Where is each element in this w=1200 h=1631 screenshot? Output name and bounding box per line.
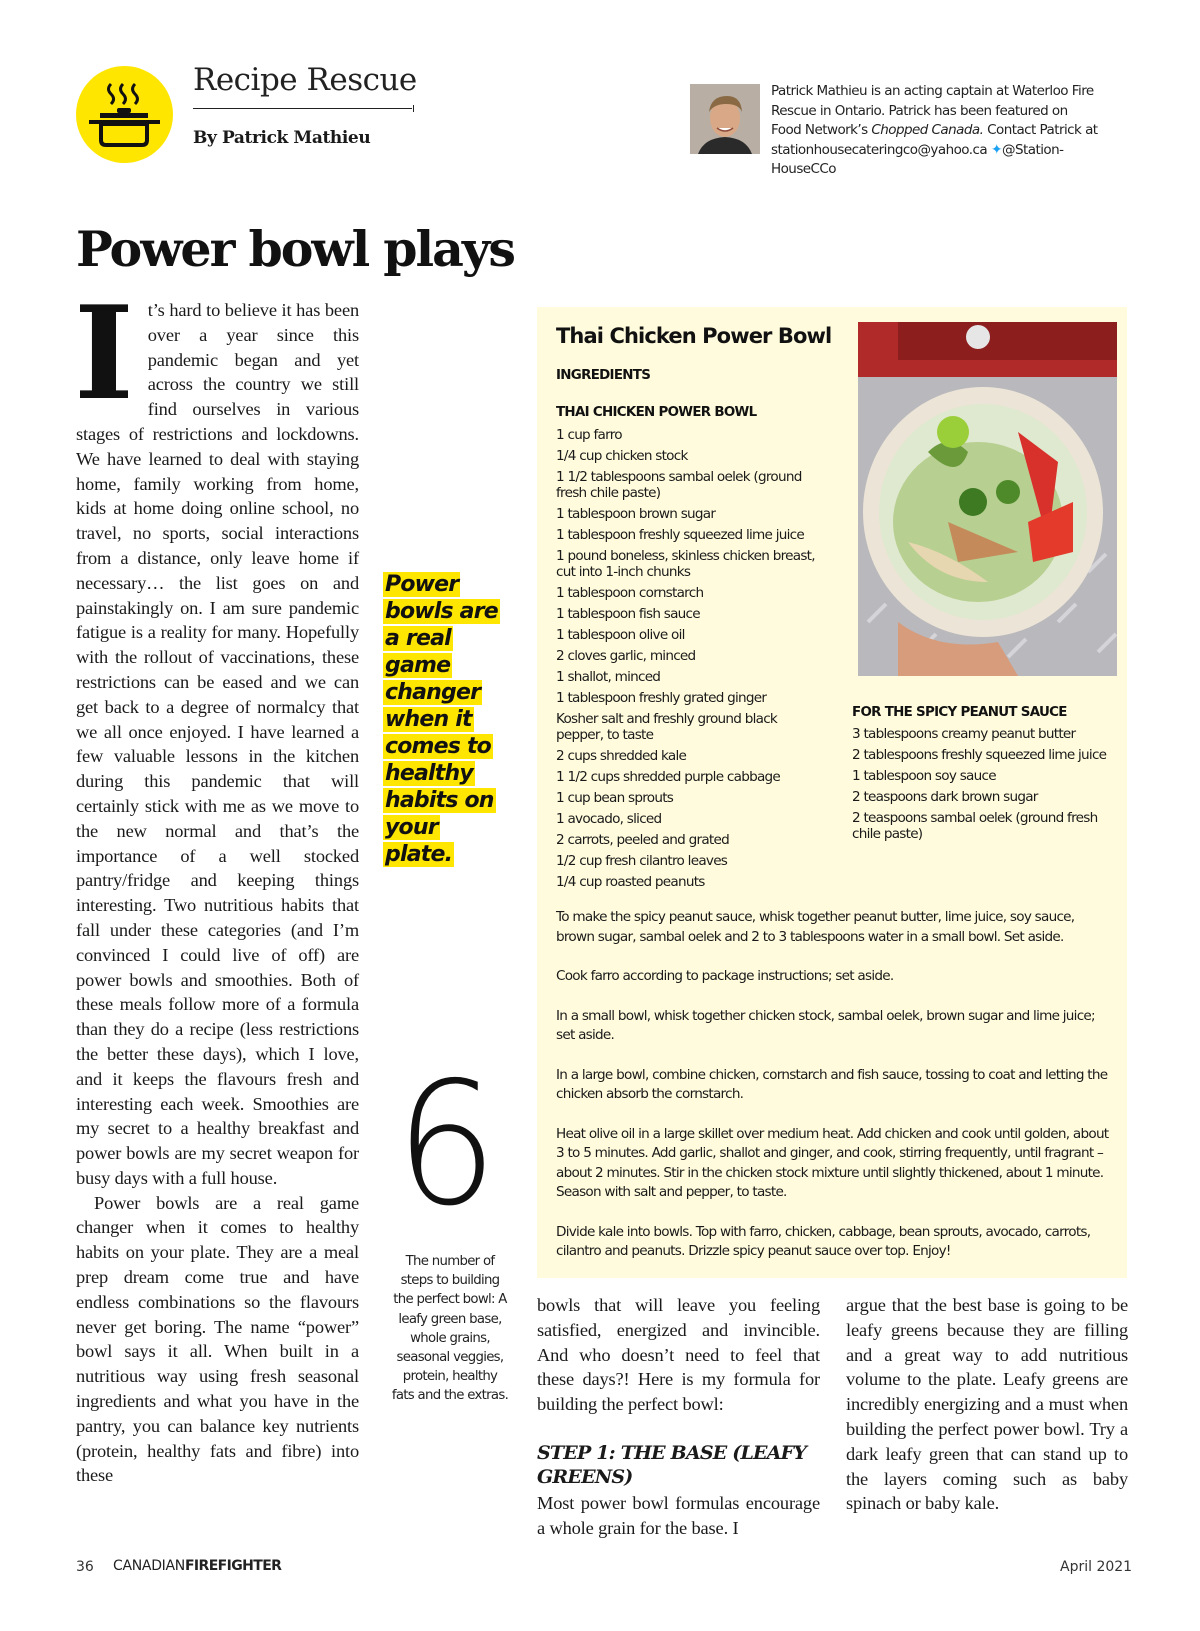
twitter-handle: @Station-HouseCCo: [771, 141, 1064, 177]
article-paragraph: Power bowls are a real game changer when it comes to healthy habits on your plate. They are a meal prep dream come true and have endless combinations so the flavours never get boring. The name “power” bowl says it all. When built in a nutritious way using fresh seasonal ingredients and what you have in the pantry, you can balance key nutrients (protein, healthy fats and fibre) into these: [76, 1192, 359, 1486]
drop-cap: I: [74, 279, 134, 429]
ingredient-item: 1 tablespoon freshly squeezed lime juice: [556, 527, 804, 543]
article-paragraph: argue that the best base is going to be leafy greens because they are filling and a great way to add nutritious volume to the plate. Leafy greens are incredibly energizing and a must when building the perfect power bowl. Try a dark leafy green that can stand up to the layers coming such as baby spinach or baby kale.: [846, 1295, 1128, 1514]
author-bio-text: Patrick Mathieu is an acting captain at Waterloo Fire Rescue in Ontario. Patrick has been featured on Food Network’s: [771, 83, 1094, 138]
author-photo: [690, 84, 760, 154]
ingredient-item: 1 cup bean sprouts: [556, 790, 674, 806]
column-name: Recipe Rescue: [193, 62, 417, 98]
ingredient-item: 1/2 cup fresh cilantro leaves: [556, 853, 728, 869]
ingredient-item: 1 1/2 cups shredded purple cabbage: [556, 769, 781, 785]
magazine-name-bold: FIREFIGHTER: [184, 1558, 282, 1574]
magazine-name: [113, 1558, 281, 1574]
steaming-pot-icon: [87, 80, 162, 150]
magazine-name-prefix: CANADIAN: [113, 1558, 185, 1574]
ingredient-item: 1/4 cup chicken stock: [556, 448, 688, 464]
stat-caption: The number of steps to building the perfect bowl: A leafy green base, whole grains, seasonal veggies, protein, healthy fats and the extras.: [391, 1254, 509, 1404]
article-column-3: [537, 1293, 820, 1541]
recipe-step: Divide kale into bowls. Top with farro, chicken, cabbage, bean sprouts, avocado, carrots, cilantro and peanuts. Drizzle spicy peanut sauce over top. Enjoy!: [556, 1223, 1091, 1259]
ingredient-item: 1 pound boneless, skinless chicken breast, cut into 1-inch chunks: [556, 548, 815, 580]
ingredient-item: 2 carrots, peeled and grated: [556, 832, 729, 848]
ingredient-item: 1 tablespoon freshly grated ginger: [556, 690, 767, 706]
pull-quote-text: Power bowls are a real game changer when it comes to healthy habits on your plate.: [385, 572, 498, 867]
recipe-steps: [556, 908, 1112, 1282]
column-icon-badge: [76, 66, 173, 163]
ingredient-item: 1 shallot, minced: [556, 669, 661, 685]
article-paragraph: t’s hard to believe it has been over a year since this pandemic began and yet across the country we still find ourselves in various stages of restrictions and lockdowns. We have learned to deal with staying home, family working from home, kids at home doing online school, no travel, no sports, social interactions from a distance, only leave home if necessary… the list goes on and painstakingly on. I am sure pandemic fatigue is a reality for many. Hopefully with the rollout of vaccinations, these restrictions can be eased and we can get back to a degree of normalcy that we all once enjoyed. I have learned a few valuable lessons in the kitchen during this pandemic that will certainly stick with me as we move to the new normal and that’s the importance of a well stocked pantry/fridge and keeping things interesting. Two nutritious habits that fall under these categories (and I’m convinced I could live of off) are power bowls and smoothies. Both of these meals follow more of a formula than they do a recipe (less restrictions the better these days), which I love, and it keeps the flavours fresh and interesting each week. Smoothies are my secret to a healthy breakfast and power bowls are my secret weapon for busy days with a full house.: [76, 300, 359, 1188]
recipe-title: Thai Chicken Power Bowl: [556, 324, 832, 348]
ingredient-item: 1 tablespoon olive oil: [556, 627, 685, 643]
bowl-ingredient-list: [556, 427, 816, 895]
sauce-ingredient-item: 1 tablespoon soy sauce: [852, 768, 996, 784]
ingredient-item: 1 tablespoon cornstarch: [556, 585, 704, 601]
sauce-label: FOR THE SPICY PEANUT SAUCE: [852, 705, 1067, 720]
sauce-ingredient-item: 3 tablespoons creamy peanut butter: [852, 726, 1076, 742]
headline: Power bowl plays: [76, 220, 514, 278]
pull-quote: [383, 571, 513, 868]
recipe-step: Heat olive oil in a large skillet over medium heat. Add chicken and cook until golden, about 3 to 5 minutes. Add garlic, shallot and ginger, and cook, stirring frequently, until fragrant – about 2 minutes. Stir in the chicken stock mixture until slightly thickened, about 1 minute. Season with salt and pepper, to taste.: [556, 1125, 1109, 1200]
sauce-ingredient-item: 2 tablespoons freshly squeezed lime juice: [852, 747, 1107, 763]
recipe-step: Cook farro according to package instructions; set aside.: [556, 968, 894, 984]
ingredient-item: 2 cloves garlic, minced: [556, 648, 696, 664]
step-1-heading: STEP 1: THE BASE (LEAFY GREENS): [537, 1441, 807, 1488]
ingredients-label: INGREDIENTS: [556, 368, 651, 383]
ingredient-item: 1 cup farro: [556, 427, 622, 443]
stat-number: 6: [395, 1046, 498, 1244]
author-bio-show: Chopped Canada.: [871, 122, 984, 138]
header-rule: [193, 108, 412, 109]
twitter-bird-icon: ✦: [990, 141, 1003, 158]
ingredient-item: 2 cups shredded kale: [556, 748, 687, 764]
byline: By Patrick Mathieu: [193, 128, 371, 148]
recipe-step: In a large bowl, combine chicken, cornstarch and fish sauce, tossing to coat and letting the chicken absorb the cornstarch.: [556, 1066, 1108, 1102]
ingredient-item: 1 avocado, sliced: [556, 811, 662, 827]
page-number: 36: [76, 1559, 94, 1575]
recipe-step: In a small bowl, whisk together chicken stock, sambal oelek, brown sugar and lime juice; set aside.: [556, 1007, 1095, 1043]
author-bio-contact: Contact Patrick at stationhousecateringco@yahoo.ca: [771, 122, 1098, 158]
bowl-ingredients-label: THAI CHICKEN POWER BOWL: [556, 405, 757, 420]
power-bowl-photo: [858, 322, 1117, 676]
article-paragraph: Most power bowl formulas encourage a whole grain for the base. I: [537, 1492, 820, 1538]
article-paragraph: bowls that will leave you feeling satisfied, energized and invincible. And who doesn’t need to feel that these days?! Here is my formula for building the perfect bowl:: [537, 1295, 820, 1415]
ingredient-item: Kosher salt and freshly ground black pepper, to taste: [556, 711, 778, 743]
issue-date: April 2021: [1060, 1559, 1133, 1575]
ingredient-item: 1 tablespoon brown sugar: [556, 506, 716, 522]
ingredient-item: 1 tablespoon fish sauce: [556, 606, 700, 622]
sauce-ingredient-list: [852, 726, 1122, 847]
ingredient-item: 1/4 cup roasted peanuts: [556, 874, 705, 890]
sauce-ingredient-item: 2 teaspoons sambal oelek (ground fresh chile paste): [852, 810, 1098, 842]
author-bio: [771, 82, 1101, 180]
recipe-step: To make the spicy peanut sauce, whisk together peanut butter, lime juice, soy sauce, brown sugar, sambal oelek and 2 to 3 tablespoons water in a small bowl. Set aside.: [556, 909, 1075, 945]
ingredient-item: 1 1/2 tablespoons sambal oelek (ground fresh chile paste): [556, 469, 802, 501]
sauce-ingredient-item: 2 teaspoons dark brown sugar: [852, 789, 1038, 805]
article-column-4: [846, 1293, 1128, 1516]
article-column-1: [74, 279, 359, 1488]
